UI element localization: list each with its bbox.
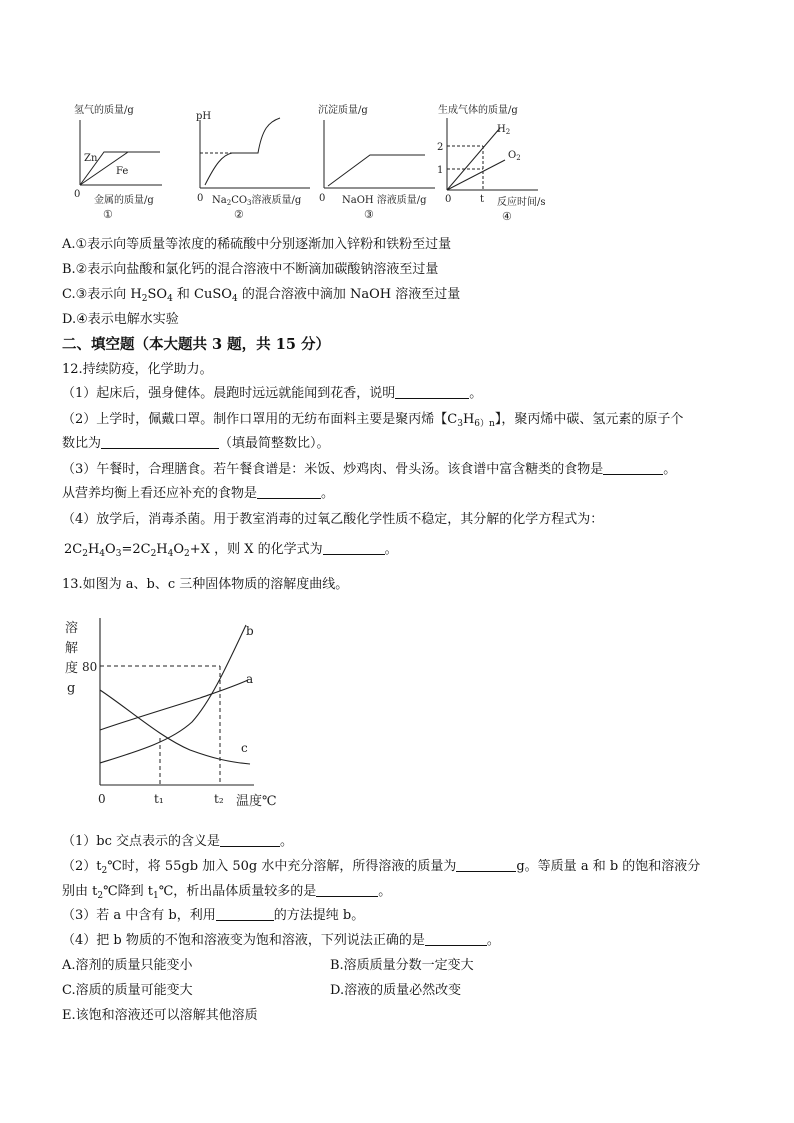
q11-option-c: C.③表示向 $H_2SO_4$ 和 CuSO$_4$ 的混合溶液中滴加 NaOH 溶液至过量 bbox=[62, 287, 461, 304]
curve-c-label: c bbox=[241, 741, 248, 755]
answer-blank[interactable] bbox=[603, 460, 663, 475]
t2-label: t₂ bbox=[214, 792, 224, 806]
g1-xlabel: 金属的质量/g bbox=[94, 195, 154, 206]
q11-option-b: B.②表示向盐酸和氯化钙的混合溶液中不断滴加碳酸钠溶液至过量 bbox=[62, 262, 439, 277]
answer-blank[interactable] bbox=[323, 540, 385, 555]
option-b: B.溶质质量分数一定变大 bbox=[330, 958, 474, 973]
g3-number: ③ bbox=[364, 208, 374, 221]
g2-number: ② bbox=[234, 208, 244, 221]
g2-ph-curve bbox=[205, 118, 280, 185]
g3-zero: 0 bbox=[319, 193, 326, 204]
y-80-label: 80 bbox=[82, 660, 98, 674]
g4-o2-line bbox=[447, 160, 505, 190]
g2-xlabel: $Na_2CO_3$溶液质量/g bbox=[212, 195, 302, 207]
ylabel-2: 解 bbox=[65, 641, 79, 656]
q11-option-d: D.④表示电解水实验 bbox=[62, 312, 179, 327]
x-axis-label: 温度℃ bbox=[236, 794, 277, 809]
answer-blank[interactable] bbox=[216, 906, 274, 921]
g4-y1: 1 bbox=[437, 165, 444, 176]
answer-blank[interactable] bbox=[395, 384, 469, 399]
q12-part2-cont: 数比为 （填最简整数比）。 bbox=[62, 436, 330, 451]
t1-label: t₁ bbox=[154, 792, 164, 806]
curve-b-label: b bbox=[246, 624, 254, 638]
g4-t: t bbox=[480, 194, 485, 205]
option-a: A.溶剂的质量只能变小 bbox=[62, 958, 193, 973]
q13-part2: $(2)t_2℃$时，将 55gb 加入 50g 水中充分溶解，所得溶液的质量为 g。等质量 a 和 b 的饱和溶液分 bbox=[62, 859, 701, 876]
q12-part3-cont: 从营养均衡上看还应补充的食物是 。 bbox=[62, 486, 335, 501]
origin-label: 0 bbox=[98, 792, 106, 806]
q12-part1: （1）起床后，强身健体。晨跑时远远就能闻到花香，说明 。 bbox=[62, 386, 483, 401]
q13-part3: （3）若 a 中含有 b，利用 的方法提纯 b。 bbox=[62, 908, 365, 923]
curve-a-label: a bbox=[246, 672, 254, 686]
g4-xlabel: 反应时间/s bbox=[497, 197, 546, 208]
q13-options-row2 bbox=[62, 981, 462, 1001]
answer-blank[interactable] bbox=[425, 931, 487, 946]
g1-fe-label: Fe bbox=[116, 166, 129, 177]
answer-blank[interactable] bbox=[257, 484, 321, 499]
answer-blank[interactable] bbox=[220, 832, 280, 847]
answer-blank[interactable] bbox=[101, 434, 219, 449]
g1-number: ① bbox=[103, 208, 113, 221]
g1-zero: 0 bbox=[74, 189, 81, 200]
g3-ylabel: 沉淀质量/g bbox=[318, 105, 368, 116]
q13-options-row1 bbox=[62, 956, 474, 976]
option-c: C.溶质的质量可能变大 bbox=[62, 983, 193, 998]
ylabel-4: g bbox=[67, 681, 76, 696]
option-e: E.该饱和溶液还可以溶解其他溶质 bbox=[62, 1008, 258, 1023]
curve-a bbox=[100, 680, 248, 730]
answer-blank[interactable] bbox=[456, 857, 516, 872]
ylabel-1: 溶 bbox=[65, 621, 79, 636]
ylabel-3: 度 bbox=[65, 661, 79, 676]
g4-y2: 2 bbox=[437, 142, 444, 153]
g2-zero: 0 bbox=[197, 193, 204, 204]
section-heading: 二、填空题（本大题共 3 题，共 15 分） bbox=[62, 336, 330, 353]
g2-ylabel: pH bbox=[196, 111, 212, 122]
q12-part2: （2）上学时，佩戴口罩。制作口罩用的无纺布面料主要是聚丙烯【$C_3H_{6)n}$】，聚丙烯中碳、氢元素的原子个 bbox=[62, 412, 684, 429]
q11-option-a: A.①表示向等质量等浓度的稀硫酸中分别逐渐加入锌粉和铁粉至过量 bbox=[62, 237, 452, 252]
g4-h2-line bbox=[447, 128, 500, 190]
g4-o2-label: $O_2$ bbox=[508, 150, 521, 162]
g4-ylabel: 生成气体的质量/g bbox=[438, 105, 518, 116]
g1-ylabel: 氢气的质量/g bbox=[74, 105, 134, 116]
g4-h2-label: $H_2$ bbox=[497, 124, 511, 136]
answer-blank[interactable] bbox=[316, 882, 378, 897]
q13-stem: 13.如图为 a、b、c 三种固体物质的溶解度曲线。 bbox=[62, 577, 349, 592]
option-d: D.溶液的质量必然改变 bbox=[330, 983, 462, 998]
curve-c bbox=[100, 690, 250, 764]
solubility-graph bbox=[60, 612, 300, 812]
g4-zero: 0 bbox=[445, 194, 452, 205]
g1-zn-label: Zn bbox=[84, 153, 98, 164]
q12-part3: （3）午餐时，合理膳食。若午餐食谱是：米饭、炒鸡肉、骨头汤。该食谱中富含糖类的食物是 。 bbox=[62, 462, 677, 477]
g4-number: ④ bbox=[502, 210, 512, 223]
q12-equation: $2C_2H_4O_3=2C_2H_4O_2+X$ ，则 X 的化学式为 。 bbox=[64, 542, 398, 559]
curve-b bbox=[100, 625, 246, 763]
q13-part2-cont: 别由 $t_2℃$降到 $t_1℃$，析出晶体质量较多的是 。 bbox=[62, 884, 392, 901]
q13-part1: （1）bc 交点表示的含义是 。 bbox=[62, 834, 294, 849]
q12-part4: （4）放学后，消毒杀菌。用于教室消毒的过氧乙酸化学性质不稳定，其分解的化学方程式为： bbox=[62, 512, 604, 527]
g3-precipitate-line bbox=[328, 155, 425, 186]
q13-part4: （4）把 b 物质的不饱和溶液变为饱和溶液，下列说法正确的是 。 bbox=[62, 933, 500, 948]
q12-stem: 12.持续防疫，化学助力。 bbox=[62, 362, 213, 377]
graphs-row bbox=[0, 95, 794, 230]
g3-xlabel: NaOH 溶液质量/g bbox=[342, 195, 427, 206]
